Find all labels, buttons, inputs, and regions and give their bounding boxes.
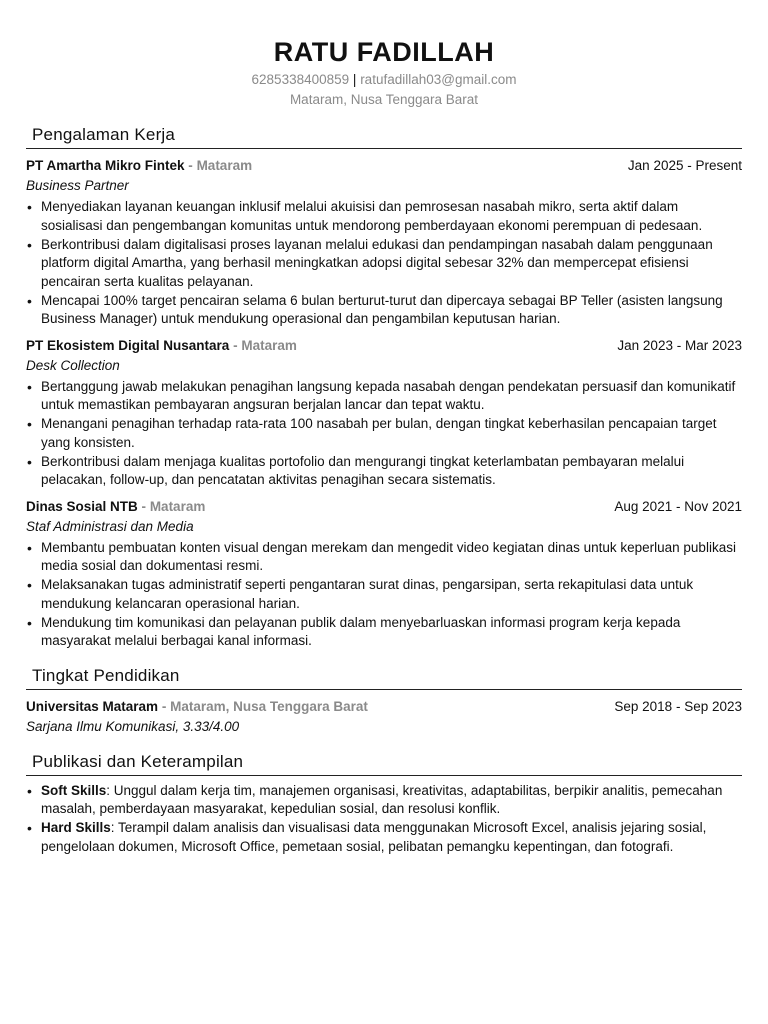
job-role: Desk Collection (26, 357, 120, 373)
entry-dash: - (188, 158, 193, 173)
entry-date: Jan 2023 - Mar 2023 (617, 337, 742, 353)
entry-date: Jan 2025 - Present (627, 158, 742, 173)
entry-header (26, 336, 742, 356)
company-location: Mataram (196, 158, 253, 173)
candidate-location: Mataram, Nusa Tenggara Barat (289, 92, 479, 107)
bullet-list (26, 198, 742, 329)
bullet-item: • Berkontribusi dalam menjaga kualitas portofolio dan mengurangi tingkat keterlambatan pembayaran melalui pelacakan, follow-up, dan pencatatan aktivitas penagihan secara sistematis. (26, 453, 742, 490)
entry-dash: - (141, 498, 147, 514)
education-entry (26, 697, 742, 737)
school-name: Universitas Mataram (26, 698, 159, 714)
bullet-item: • Melaksanakan tugas administratif seperti pengantaran surat dinas, pengarsipan, serta rekapitulasi data untuk mendukung kelancaran operasional harian. (26, 576, 742, 613)
email-address: ratufadillah03@gmail.com (360, 72, 517, 87)
skill-text: : Unggul dalam kerja tim, manajemen organisasi, kreativitas, adaptabilitas, berpikir analitis, pemecahan masalah, pemberdayaan masyarakat, kepedulian sosial, dan resolusi konflik. (41, 782, 723, 816)
resume-header (26, 36, 742, 110)
bullet-list (26, 539, 742, 651)
entry-header (26, 497, 742, 517)
company-name: PT Ekosistem Digital Nusantara (26, 337, 230, 353)
bullet-item: • Mendukung tim komunikasi dan pelayanan publik dalam menyebarluaskan informasi program kerja kepada masyarakat melalui berbagai kanal informasi. (26, 614, 742, 651)
degree: Sarjana Ilmu Komunikasi, 3.33/4.00 (26, 718, 240, 734)
candidate-name: RATU FADILLAH (273, 37, 495, 67)
experience-entry (26, 336, 742, 490)
skill-label: Hard Skills (41, 820, 111, 835)
entry-header (26, 156, 742, 176)
company-name: Dinas Sosial NTB (26, 498, 138, 514)
education-title: Tingkat Pendidikan (26, 665, 742, 690)
job-role: Business Partner (26, 178, 129, 193)
bullet-item: • Menangani penagihan terhadap rata-rata 100 nasabah per bulan, dengan tingkat keberhasilan pencapaian target yang konsisten. (26, 415, 742, 452)
skill-text: : Terampil dalam analisis dan visualisasi data menggunakan Microsoft Excel, analisis jejaring sosial, pengelolaan dokumen, Microsoft Office, pemetaan sosial, pelibatan pemangku kepentingan, dan fotografi. (41, 820, 707, 854)
bullet-list (26, 378, 742, 490)
experience-section (26, 124, 742, 651)
bullet-item: • Berkontribusi dalam digitalisasi proses layanan melalui edukasi dan pendampingan nasabah dalam penggunaan platform digital Amartha, yang berhasil meningkatkan adopsi digital sebesar 32% dan mempercepat efisiensi pencairan serta kualitas pelayanan. (26, 236, 742, 292)
skills-section (26, 751, 742, 857)
skill-item (26, 782, 742, 819)
phone-number: 6285338400859 (251, 72, 350, 87)
entry-header (26, 697, 742, 717)
school-location: Mataram, Nusa Tenggara Barat (170, 698, 368, 714)
entry-date: Sep 2018 - Sep 2023 (614, 698, 742, 714)
skills-title: Publikasi dan Keterampilan (26, 751, 742, 776)
skill-item (26, 819, 742, 856)
entry-dash: - (233, 337, 238, 353)
bullet-item: • Menyediakan layanan keuangan inklusif melalui akuisisi dan pemrosesan nasabah mikro, serta aktif dalam sosialisasi dan pengembangan komunitas untuk mendorong pemberdayaan ekonomi perempuan di pedesaan. (26, 198, 742, 235)
experience-entry (26, 156, 742, 329)
contact-line (26, 70, 742, 90)
bullet-item: • Bertanggung jawab melakukan penagihan langsung kepada nasabah dengan pendekatan persuasif dan komunikatif untuk memastikan pembayaran angsuran berjalan lancar dan tepat waktu. (26, 378, 742, 415)
skills-list (26, 782, 742, 857)
experience-entry (26, 497, 742, 651)
bullet-item: • Mencapai 100% target pencairan selama 6 bulan berturut-turut dan dipercaya sebagai BP Teller (asisten langsung Business Manager) untuk mendukung operasional dan pengambilan keputusan harian. (26, 292, 742, 329)
entry-date: Aug 2021 - Nov 2021 (614, 498, 742, 514)
entry-dash: - (161, 698, 167, 714)
skill-label: Soft Skills (41, 782, 107, 798)
company-location: Mataram (149, 498, 206, 514)
experience-title: Pengalaman Kerja (26, 124, 742, 149)
education-section (26, 665, 742, 737)
job-role: Staf Administrasi dan Media (26, 518, 194, 534)
bullet-item: • Membantu pembuatan konten visual dengan merekam dan mengedit video kegiatan dinas untuk keperluan publikasi media sosial dan dokumentasi resmi. (26, 539, 742, 576)
company-name: PT Amartha Mikro Fintek (26, 158, 185, 173)
company-location: Mataram (241, 337, 297, 353)
contact-separator: | (352, 72, 357, 87)
